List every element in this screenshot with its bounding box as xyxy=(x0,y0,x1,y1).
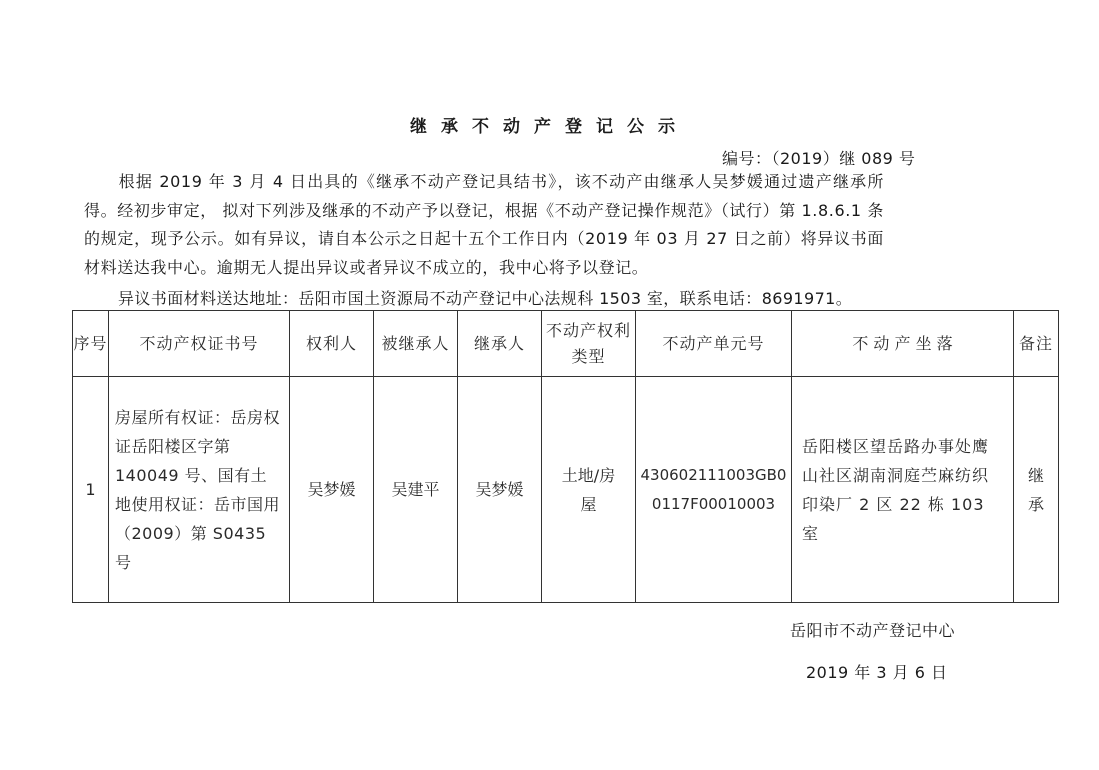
header-cert-no: 不动产权证书号 xyxy=(109,311,290,377)
cell-remark: 继承 xyxy=(1014,377,1059,603)
document-number: 编号：（2019）继 089 号 xyxy=(722,149,916,168)
cell-location: 岳阳楼区望岳路办事处鹰山社区湖南洞庭苎麻纺织印染厂 2 区 22 栋 103 室 xyxy=(792,377,1014,603)
header-heir: 继承人 xyxy=(458,311,542,377)
header-right-holder: 权利人 xyxy=(290,311,374,377)
announcement-body xyxy=(84,168,884,282)
registration-table xyxy=(72,310,1059,603)
cell-cert-no: 房屋所有权证：岳房权证岳阳楼区字第 140049 号、国有土地使用权证：岳市国用（2009）第 S0435 号 xyxy=(109,377,290,603)
header-right-type: 不动产权利类型 xyxy=(542,311,636,377)
header-seq: 序号 xyxy=(73,311,109,377)
body-text: 根据 2019 年 3 月 4 日出具的《继承不动产登记具结书》，该不动产由继承人吴梦媛通过遗产继承所得。经初步审定， 拟对下列涉及继承的不动产予以登记，根据《不动产登记操作规范》（试行）第 1.8.6.1 条的规定，现予公示。如有异议，请自本公示之日起十五个工作日内（2019 年 03 月 27 日之前）将异议书面材料送达我中心。逾期无人提出异议或者异议不成立的，我中心将予以登记。 xyxy=(84,172,884,277)
cell-right-holder: 吴梦媛 xyxy=(290,377,374,603)
header-unit-no: 不动产单元号 xyxy=(636,311,792,377)
signature-organization: 岳阳市不动产登记中心 xyxy=(790,621,956,640)
cell-heir: 吴梦媛 xyxy=(458,377,542,603)
objection-address: 异议书面材料送达地址：岳阳市国土资源局不动产登记中心法规科 1503 室，联系电话：8691971。 xyxy=(118,289,853,308)
table-header-row xyxy=(73,311,1059,377)
cell-seq: 1 xyxy=(73,377,109,603)
header-location: 不 动 产 坐 落 xyxy=(792,311,1014,377)
cell-unit-no: 430602111003GB00117F00010003 xyxy=(636,377,792,603)
header-decedent: 被继承人 xyxy=(374,311,458,377)
signature-date: 2019 年 3 月 6 日 xyxy=(806,663,948,682)
cell-decedent: 吴建平 xyxy=(374,377,458,603)
header-remark: 备注 xyxy=(1014,311,1059,377)
cell-right-type: 土地/房屋 xyxy=(542,377,636,603)
document-title: 继承不动产登记公示 xyxy=(410,117,689,137)
table-row xyxy=(73,377,1059,603)
